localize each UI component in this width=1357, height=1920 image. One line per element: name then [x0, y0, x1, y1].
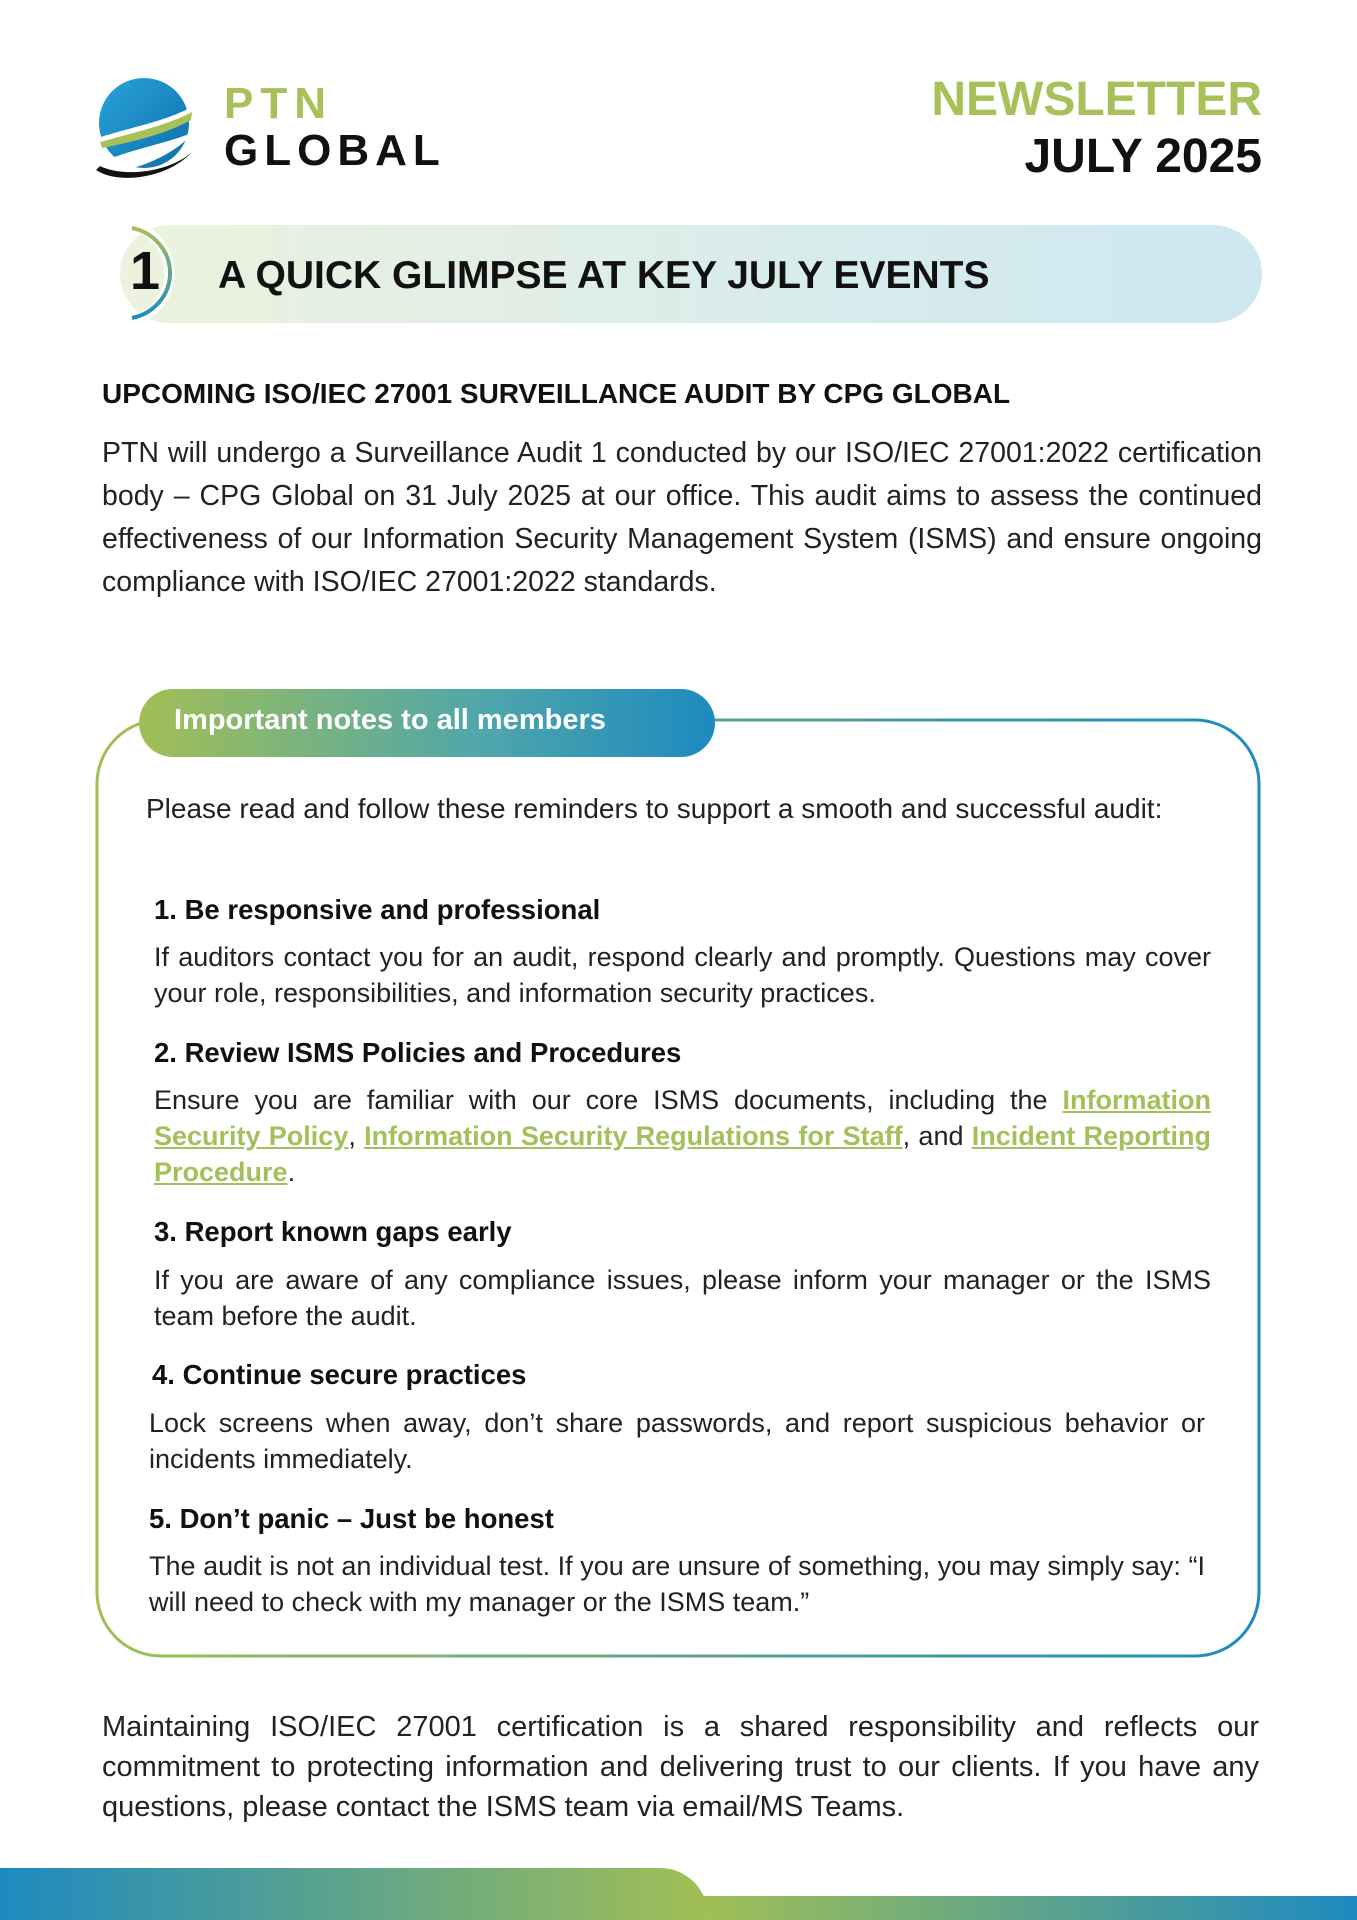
- note-item-body: The audit is not an individual test. If you are unsure of something, you may simply say: “I will need to check with my manager or the ISMS team.”: [149, 1551, 1205, 1617]
- audit-heading: UPCOMING ISO/IEC 27001 SURVEILLANCE AUDIT BY CPG GLOBAL: [102, 378, 1011, 409]
- note-item-title: 2. Review ISMS Policies and Procedures: [154, 1037, 682, 1068]
- note-item-title: 5. Don’t panic – Just be honest: [149, 1503, 554, 1534]
- closing-paragraph: Maintaining ISO/IEC 27001 certification is a shared responsibility and reflects our commitment to protecting information and delivering trust to our clients. If you have any questions, please contact the ISMS team via email/MS Teams.: [102, 1711, 1259, 1823]
- issue-date: JULY 2025: [1024, 130, 1262, 183]
- information-security-policy-link[interactable]: Information Security Policy: [154, 1085, 1211, 1151]
- separator-text: ,: [348, 1121, 356, 1151]
- information-security-regulations-link[interactable]: Information Security Regulations for Staff: [364, 1121, 903, 1151]
- note-item-body: [154, 1082, 1211, 1190]
- section-title: A QUICK GLIMPSE AT KEY JULY EVENTS: [218, 254, 990, 297]
- section-number: 1: [130, 241, 161, 301]
- note-item-title: 3. Report known gaps early: [154, 1216, 512, 1247]
- separator-text: .: [287, 1157, 296, 1187]
- notes-label: Important notes to all members: [174, 704, 606, 736]
- audit-intro: PTN will undergo a Surveillance Audit 1 conducted by our ISO/IEC 27001:2022 certification body – CPG Global on 31 July 2025 at our office. This audit aims to assess the continued effectiveness of our Information Security Management System (ISMS) and ensure ongoing compliance with ISO/IEC 27001:2022 standards.: [102, 437, 1262, 598]
- separator-text: , and: [902, 1121, 964, 1151]
- newsletter-label: NEWSLETTER: [931, 73, 1262, 126]
- note-item-title: 4. Continue secure practices: [152, 1359, 527, 1390]
- logo-text-ptn: PTN: [224, 79, 333, 128]
- note-item-body: If auditors contact you for an audit, respond clearly and promptly. Questions may cover your role, responsibilities, and information security practices.: [154, 942, 1211, 1008]
- note-item-text: Ensure you are familiar with our core ISMS documents, including the: [154, 1085, 1048, 1115]
- incident-reporting-procedure-link[interactable]: Incident Reporting Procedure: [154, 1121, 1211, 1187]
- globe-swoosh-icon: [96, 76, 194, 184]
- note-item-title: 1. Be responsive and professional: [154, 894, 601, 925]
- logo-text-global: GLOBAL: [224, 126, 446, 175]
- note-item-body: Lock screens when away, don’t share passwords, and report suspicious behavior or incidents immediately.: [149, 1408, 1205, 1474]
- notes-intro: Please read and follow these reminders to support a smooth and successful audit:: [146, 793, 1163, 824]
- note-item-body: If you are aware of any compliance issues, please inform your manager or the ISMS team before the audit.: [154, 1265, 1211, 1331]
- footer-bar: [0, 1868, 1357, 1920]
